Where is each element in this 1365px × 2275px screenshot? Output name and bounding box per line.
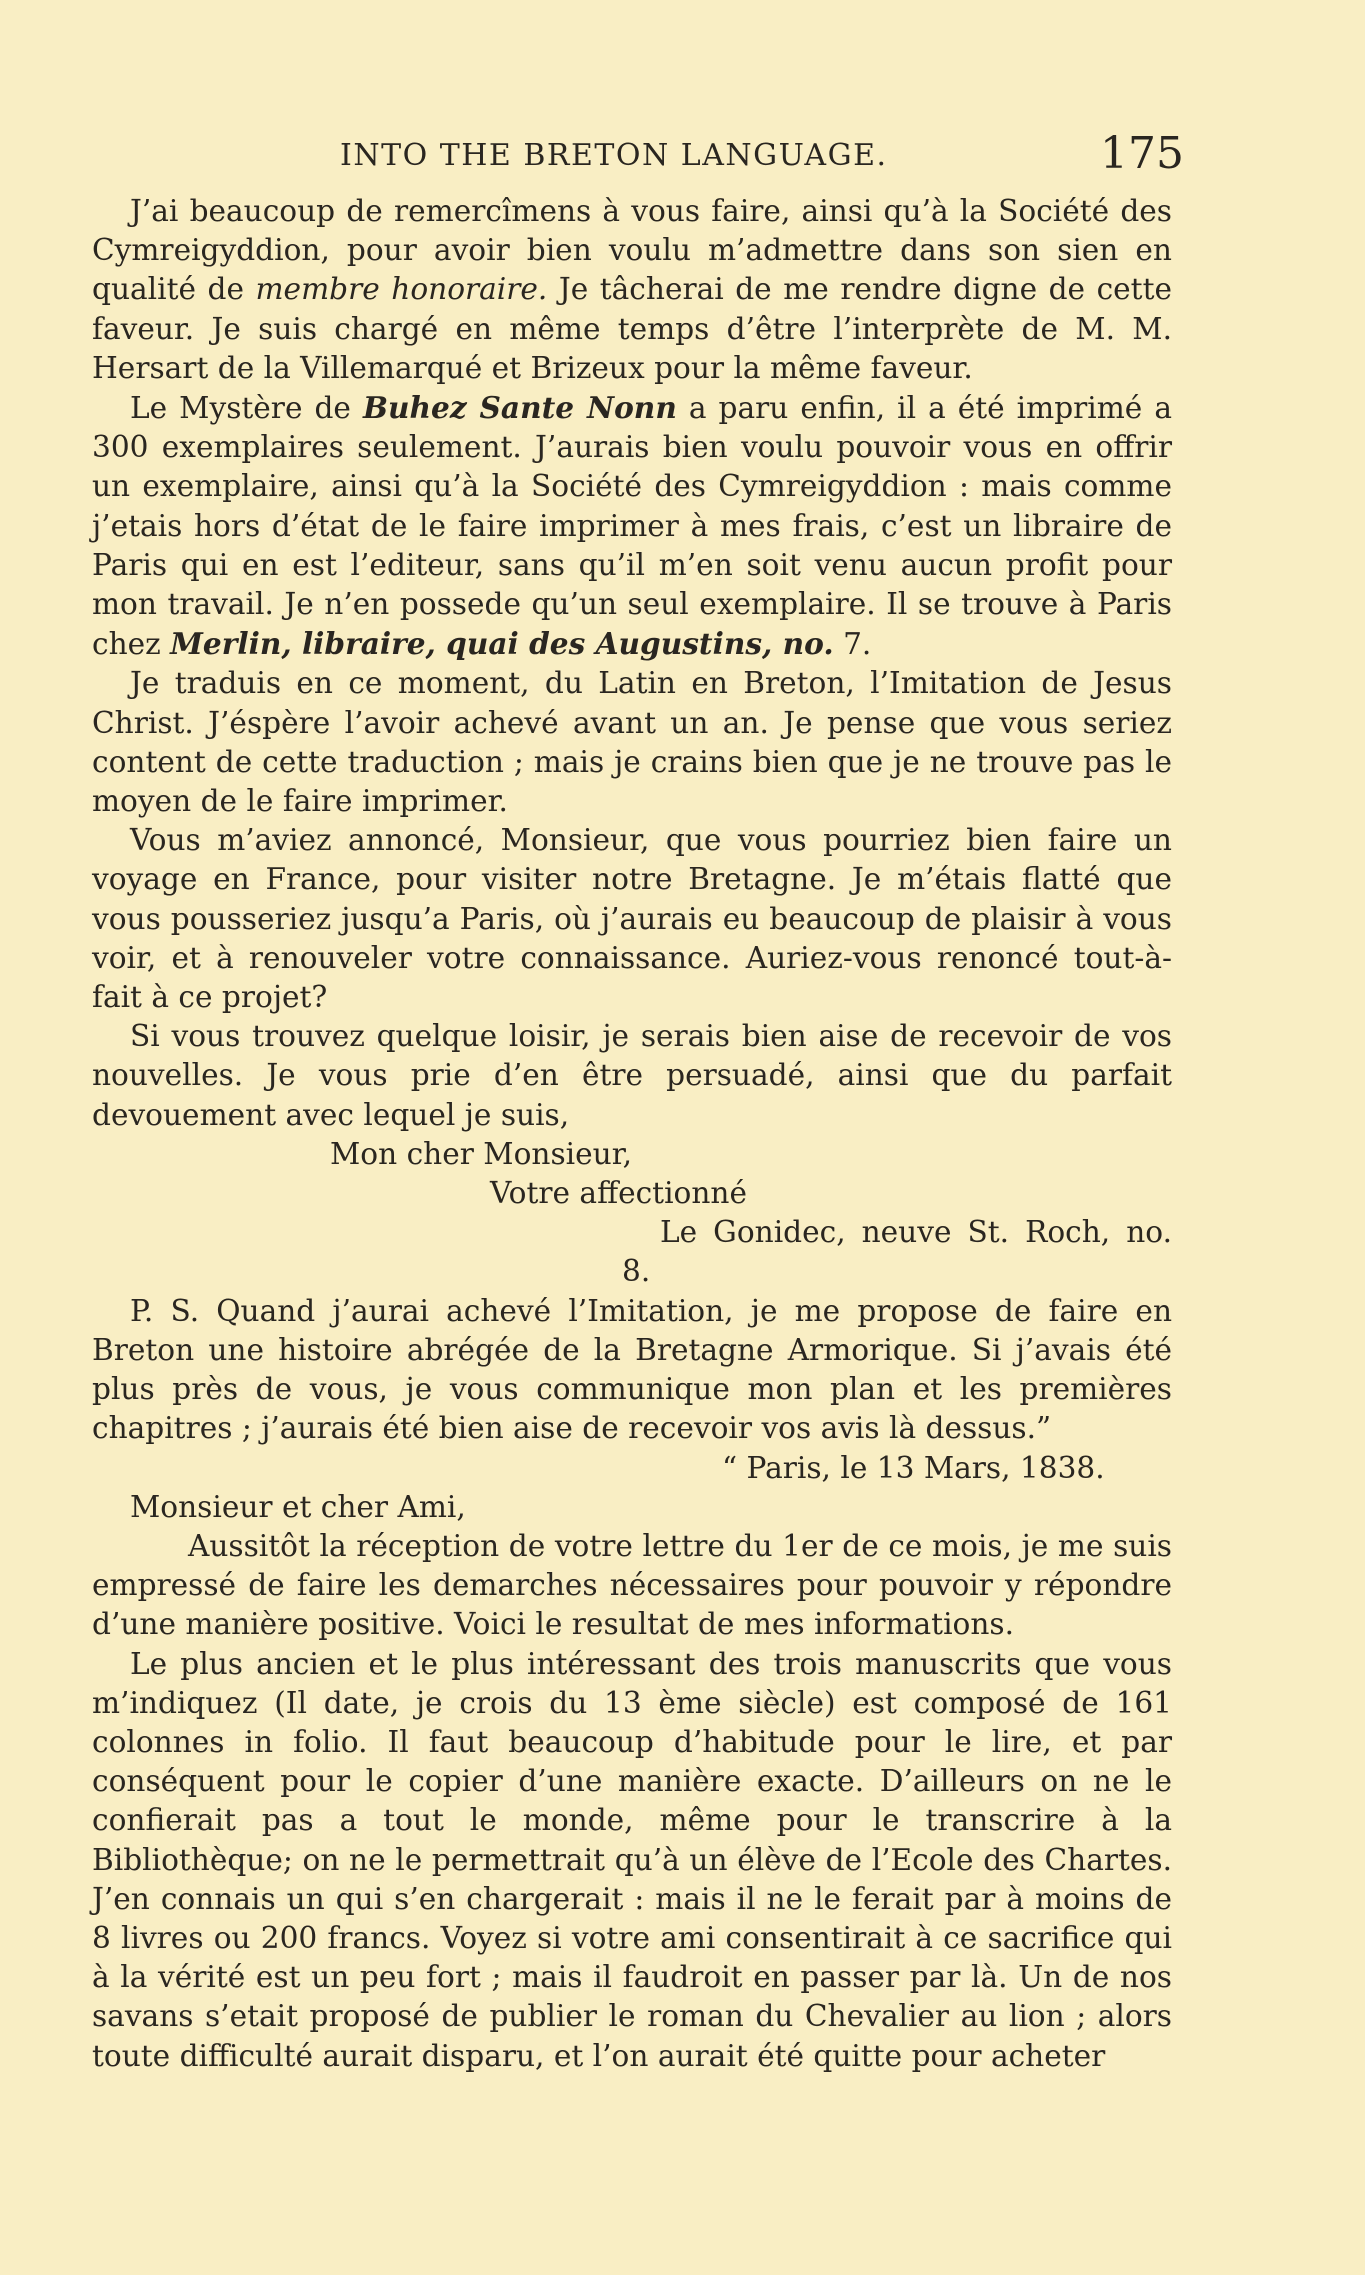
paragraph: J’ai beaucoup de remercîmens à vous faire, ainsi qu’à la Société des Cymreigyddion, pour avoir bien voulu m’admettre dans son sien en qualité de membre honoraire. Je tâcherai de me rendre digne de cette faveur. Je suis chargé en même temps d’être l’interprète de M. M. Hersart de la Villemarqué et Brizeux pour la même faveur. xyxy=(92,194,1172,385)
running-head: INTO THE BRETON LANGUAGE. xyxy=(340,138,888,173)
paragraph: Le Mystère de Buhez Sante Nonn a paru enfin, il a été imprimé a 300 exemplaires seulement. J’aurais bien voulu pouvoir vous en offrir un exemplaire, ainsi qu’à la Société des Cymreigyddion : mais comme j’etais hors d’état de le faire imprimer à mes frais, c’est un libraire de Paris qui en est l’editeur, sans qu’il m’en soit venu aucun profit pour mon travail. Je n’en possede qu’un seul exemplaire. Il se trouve à Paris chez Merlin, libraire, quai des Augustins, no. 7. xyxy=(92,390,1172,662)
paragraph: Aussitôt la réception de votre lettre du 1er de ce mois, je me suis empressé de faire les demarches nécessaires pour pouvoir y répondre d’une manière positive. Voici le resultat de mes informations. xyxy=(92,1528,1172,1642)
signature-line: Le Gonidec, neuve St. Roch, no. 8. xyxy=(622,1215,1172,1289)
closing-line: Mon cher Monsieur, xyxy=(330,1136,632,1171)
salutation: Monsieur et cher Ami, xyxy=(130,1489,466,1524)
page-body xyxy=(92,192,1172,2076)
letter-date: “ Paris, le 13 Mars, 1838. xyxy=(722,1450,1105,1485)
page-number: 175 xyxy=(1100,128,1184,179)
paragraph: Je traduis en ce moment, du Latin en Breton, l’Imitation de Jesus Christ. J’éspère l’avoir achevé avant un an. Je pense que vous seriez content de cette traduction ; mais je crains bien que je ne trouve pas le moyen de le faire imprimer. xyxy=(92,666,1172,819)
title-emphasis: Buhez Sante Nonn xyxy=(362,390,677,426)
publisher-emphasis: Merlin, libraire, quai des Augustins, no. xyxy=(170,626,834,662)
paragraph: Le plus ancien et le plus intéressant des trois manuscrits que vous m’indiquez (Il date, je crois du 13 ème siècle) est composé de 161 colonnes in folio. Il faut beaucoup d’habitude pour le lire, et par conséquent pour le copier d’une manière exacte. D’ailleurs on ne le confierait pas a tout le monde, même pour le transcrire à la Bibliothèque; on ne le permettrait qu’à un élève de l’Ecole des Chartes. J’en connais un qui s’en chargerait : mais il ne le ferait par à moins de 8 livres ou 200 francs. Voyez si votre ami consentirait à ce sacrifice qui à la vérité est un peu fort ; mais il faudroit en passer par là. Un de nos savans s’etait proposé de publier le roman du Chevalier au lion ; alors toute difficulté aurait disparu, et l’on aurait été quitte pour acheter xyxy=(92,1646,1172,2073)
paragraph: Vous m’aviez annoncé, Monsieur, que vous pourriez bien faire un voyage en France, pour visiter notre Bretagne. Je m’étais flatté que vous pousseriez jusqu’a Paris, où j’aurais eu beaucoup de plaisir à vous voir, et à renouveler votre connaissance. Auriez-vous renoncé tout-à-fait à ce projet? xyxy=(92,823,1172,1015)
closing-line: Votre affectionné xyxy=(490,1176,747,1211)
page-header xyxy=(0,128,1365,188)
emphasis: membre honoraire. xyxy=(255,272,548,307)
postscript: P. S. Quand j’aurai achevé l’Imitation, je me propose de faire en Breton une histoire abrégée de la Bretagne Armorique. Si j’avais été plus près de vous, je vous communique mon plan et les premières chapitres ; j’aurais été bien aise de recevoir vos avis là dessus.” xyxy=(92,1293,1172,1446)
paragraph: Si vous trouvez quelque loisir, je serais bien aise de recevoir de vos nouvelles. Je vous prie d’en être persuadé, ainsi que du parfait devouement avec lequel je suis, xyxy=(92,1019,1172,1132)
